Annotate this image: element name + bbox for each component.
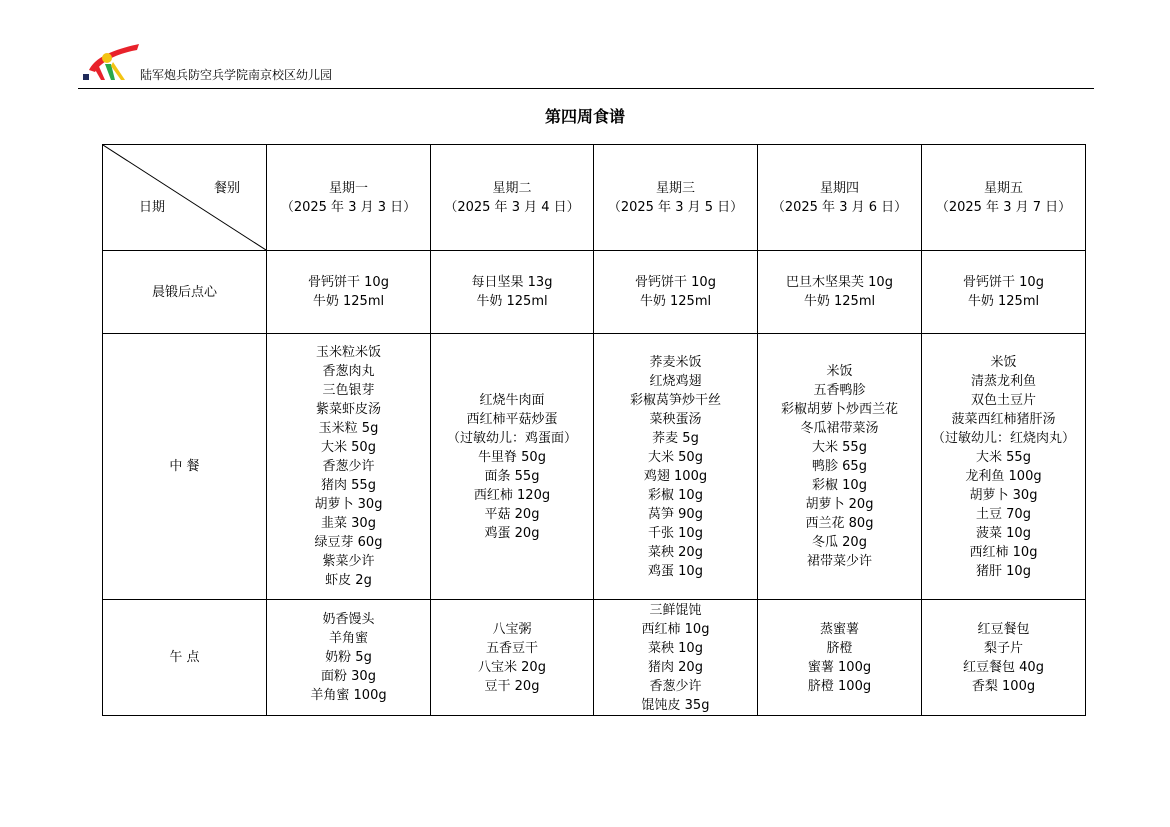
meal-row-label: 晨锻后点心 bbox=[103, 251, 267, 334]
menu-item: 每日坚果 13g bbox=[471, 275, 553, 290]
table-row bbox=[103, 251, 1086, 334]
org-name: 陆军炮兵防空兵学院南京校区幼儿园 bbox=[140, 68, 333, 82]
kindergarten-logo-icon bbox=[81, 40, 141, 82]
menu-item: 香葱少许 bbox=[322, 459, 375, 474]
menu-item: 三鲜馄饨 bbox=[649, 602, 702, 618]
menu-item: 鸡蛋 20g bbox=[484, 525, 540, 541]
page-header bbox=[78, 40, 1094, 89]
menu-item: 鸡蛋 10g bbox=[648, 563, 703, 579]
corner-cell bbox=[103, 145, 267, 251]
menu-item: 五香鸭胗 bbox=[813, 383, 866, 398]
menu-item: 猪肝 10g bbox=[976, 563, 1031, 579]
menu-item: 绿豆芽 60g bbox=[314, 535, 383, 550]
menu-item: 香梨 100g bbox=[971, 678, 1036, 694]
day-header bbox=[922, 145, 1086, 251]
menu-item: 三色银芽 bbox=[322, 383, 375, 398]
menu-item: 巴旦木坚果芙 10g bbox=[786, 275, 893, 290]
day-name: 星期一 bbox=[328, 180, 368, 196]
menu-cell bbox=[594, 600, 758, 716]
menu-item: 莴笋 90g bbox=[648, 506, 703, 522]
menu-item: 紫菜虾皮汤 bbox=[315, 402, 381, 417]
day-name: 星期二 bbox=[492, 180, 532, 196]
day-name: 星期四 bbox=[819, 180, 859, 196]
menu-item: 羊角蜜 bbox=[328, 631, 368, 646]
menu-item: 五香豆干 bbox=[485, 640, 538, 656]
menu-item: 红豆餐包 bbox=[977, 621, 1030, 637]
day-date: （2025 年 3 月 3 日） bbox=[280, 199, 417, 215]
menu-item: 荞麦 5g bbox=[652, 430, 699, 446]
menu-item: 彩椒胡萝卜炒西兰花 bbox=[780, 402, 898, 417]
table-header-row bbox=[103, 145, 1086, 251]
meal-row-label: 午 点 bbox=[103, 600, 267, 716]
day-date: （2025 年 3 月 6 日） bbox=[771, 199, 908, 215]
menu-item: 彩椒莴笋炒干丝 bbox=[629, 392, 721, 408]
menu-item: 平菇 20g bbox=[484, 506, 540, 522]
menu-cell bbox=[922, 334, 1086, 600]
day-name: 星期三 bbox=[655, 180, 695, 196]
menu-item: 牛奶 125ml bbox=[967, 294, 1040, 309]
day-date: （2025 年 3 月 5 日） bbox=[607, 199, 744, 215]
menu-item: 奶香馒头 bbox=[322, 612, 375, 627]
menu-item: 大米 50g bbox=[648, 449, 703, 465]
menu-item: 大米 55g bbox=[976, 449, 1031, 465]
menu-item: 八宝米 20g bbox=[478, 659, 546, 675]
menu-cell bbox=[594, 251, 758, 334]
menu-item: 香葱肉丸 bbox=[322, 364, 375, 379]
day-date: （2025 年 3 月 7 日） bbox=[935, 199, 1072, 215]
menu-item: 彩椒 10g bbox=[648, 487, 703, 503]
menu-item: 馄饨皮 35g bbox=[641, 697, 710, 713]
menu-item: 胡萝卜 30g bbox=[314, 497, 383, 512]
menu-item: 虾皮 2g bbox=[325, 573, 372, 588]
menu-item: 牛奶 125ml bbox=[312, 294, 385, 309]
menu-cell bbox=[267, 334, 431, 600]
menu-item: 八宝粥 bbox=[492, 621, 532, 637]
menu-cell bbox=[594, 334, 758, 600]
menu-item: 面条 55g bbox=[484, 468, 540, 484]
menu-item: 菠菜西红柿猪肝汤 bbox=[951, 411, 1056, 427]
menu-item: 蜜薯 100g bbox=[807, 659, 872, 675]
menu-item: 猪肉 55g bbox=[321, 478, 376, 493]
menu-item: 清蒸龙利鱼 bbox=[970, 373, 1036, 389]
menu-item: 脐橙 bbox=[826, 640, 853, 656]
menu-item: 菜秧蛋汤 bbox=[649, 411, 702, 427]
menu-item: 西红柿平菇炒蛋 bbox=[466, 411, 558, 427]
menu-item: 大米 55g bbox=[812, 440, 867, 455]
weekly-menu-table bbox=[102, 144, 1086, 716]
menu-item: 骨钙饼干 10g bbox=[963, 275, 1044, 290]
menu-item: 米饭 bbox=[990, 354, 1017, 370]
menu-item: 牛奶 125ml bbox=[803, 294, 876, 309]
menu-item: 菜秧 20g bbox=[648, 544, 703, 560]
menu-item: 大米 50g bbox=[321, 440, 376, 455]
day-header bbox=[594, 145, 758, 251]
menu-item: 紫菜少许 bbox=[322, 554, 375, 569]
menu-cell bbox=[922, 600, 1086, 716]
menu-item: 羊角蜜 100g bbox=[310, 688, 387, 703]
menu-item: 西红柿 10g bbox=[969, 544, 1038, 560]
date-label: 日期 bbox=[139, 200, 166, 215]
menu-item: 菜秧 10g bbox=[648, 640, 703, 656]
menu-item: 脐橙 100g bbox=[807, 678, 872, 694]
menu-item: 面粉 30g bbox=[321, 669, 376, 684]
menu-cell bbox=[431, 334, 594, 600]
menu-item: 荞麦米饭 bbox=[649, 354, 702, 370]
menu-item: 鸭胗 65g bbox=[812, 459, 867, 474]
menu-item: 红烧鸡翅 bbox=[649, 373, 702, 389]
menu-cell bbox=[267, 600, 431, 716]
menu-item: 菠菜 10g bbox=[976, 525, 1031, 541]
menu-item: 骨钙饼干 10g bbox=[308, 275, 389, 290]
day-header bbox=[431, 145, 594, 251]
menu-item: 西红柿 120g bbox=[473, 487, 551, 503]
meal-type-label: 餐别 bbox=[213, 181, 240, 196]
menu-item: 玉米粒 5g bbox=[318, 421, 379, 436]
page-title: 第四周食谱 bbox=[544, 107, 625, 126]
menu-item: 双色土豆片 bbox=[970, 392, 1036, 408]
menu-item: 韭菜 30g bbox=[321, 516, 376, 531]
menu-item: （过敏幼儿：鸡蛋面） bbox=[446, 430, 577, 446]
menu-item: 冬瓜 20g bbox=[812, 535, 867, 550]
menu-item: 胡萝卜 20g bbox=[805, 497, 874, 512]
menu-item: 香葱少许 bbox=[649, 678, 702, 694]
menu-cell bbox=[431, 600, 594, 716]
menu-item: （过敏幼儿：红烧肉丸） bbox=[931, 430, 1075, 446]
menu-item: 彩椒 10g bbox=[812, 478, 867, 493]
menu-item: 豆干 20g bbox=[484, 678, 540, 694]
menu-cell bbox=[758, 251, 922, 334]
menu-cell bbox=[267, 251, 431, 334]
menu-item: 龙利鱼 100g bbox=[965, 468, 1042, 484]
menu-item: 牛奶 125ml bbox=[476, 294, 548, 309]
menu-cell bbox=[758, 334, 922, 600]
menu-item: 牛里脊 50g bbox=[478, 449, 546, 465]
menu-item: 奶粉 5g bbox=[325, 650, 372, 665]
menu-item: 梨子片 bbox=[983, 640, 1023, 656]
menu-item: 冬瓜裙带菜汤 bbox=[800, 421, 879, 436]
menu-item: 米饭 bbox=[826, 364, 853, 379]
menu-cell bbox=[922, 251, 1086, 334]
menu-item: 玉米粒米饭 bbox=[315, 345, 381, 360]
menu-item: 土豆 70g bbox=[976, 506, 1031, 522]
menu-item: 裙带菜少许 bbox=[806, 554, 872, 569]
menu-item: 红豆餐包 40g bbox=[963, 659, 1044, 675]
day-name: 星期五 bbox=[983, 180, 1023, 196]
menu-item: 千张 10g bbox=[648, 525, 703, 541]
menu-item: 胡萝卜 30g bbox=[969, 487, 1038, 503]
menu-item: 鸡翅 100g bbox=[643, 468, 708, 484]
menu-cell bbox=[431, 251, 594, 334]
table-row bbox=[103, 600, 1086, 716]
menu-item: 牛奶 125ml bbox=[639, 294, 712, 309]
meal-row-label: 中 餐 bbox=[103, 334, 267, 600]
menu-item: 西红柿 10g bbox=[641, 621, 710, 637]
menu-item: 蒸蜜薯 bbox=[819, 621, 859, 637]
day-date: （2025 年 3 月 4 日） bbox=[444, 199, 580, 215]
menu-cell bbox=[758, 600, 922, 716]
menu-item: 西兰花 80g bbox=[805, 516, 874, 531]
menu-item: 红烧牛肉面 bbox=[479, 392, 545, 408]
table-row bbox=[103, 334, 1086, 600]
menu-item: 猪肉 20g bbox=[648, 659, 703, 675]
menu-item: 骨钙饼干 10g bbox=[635, 275, 716, 290]
day-header bbox=[267, 145, 431, 251]
day-header bbox=[758, 145, 922, 251]
